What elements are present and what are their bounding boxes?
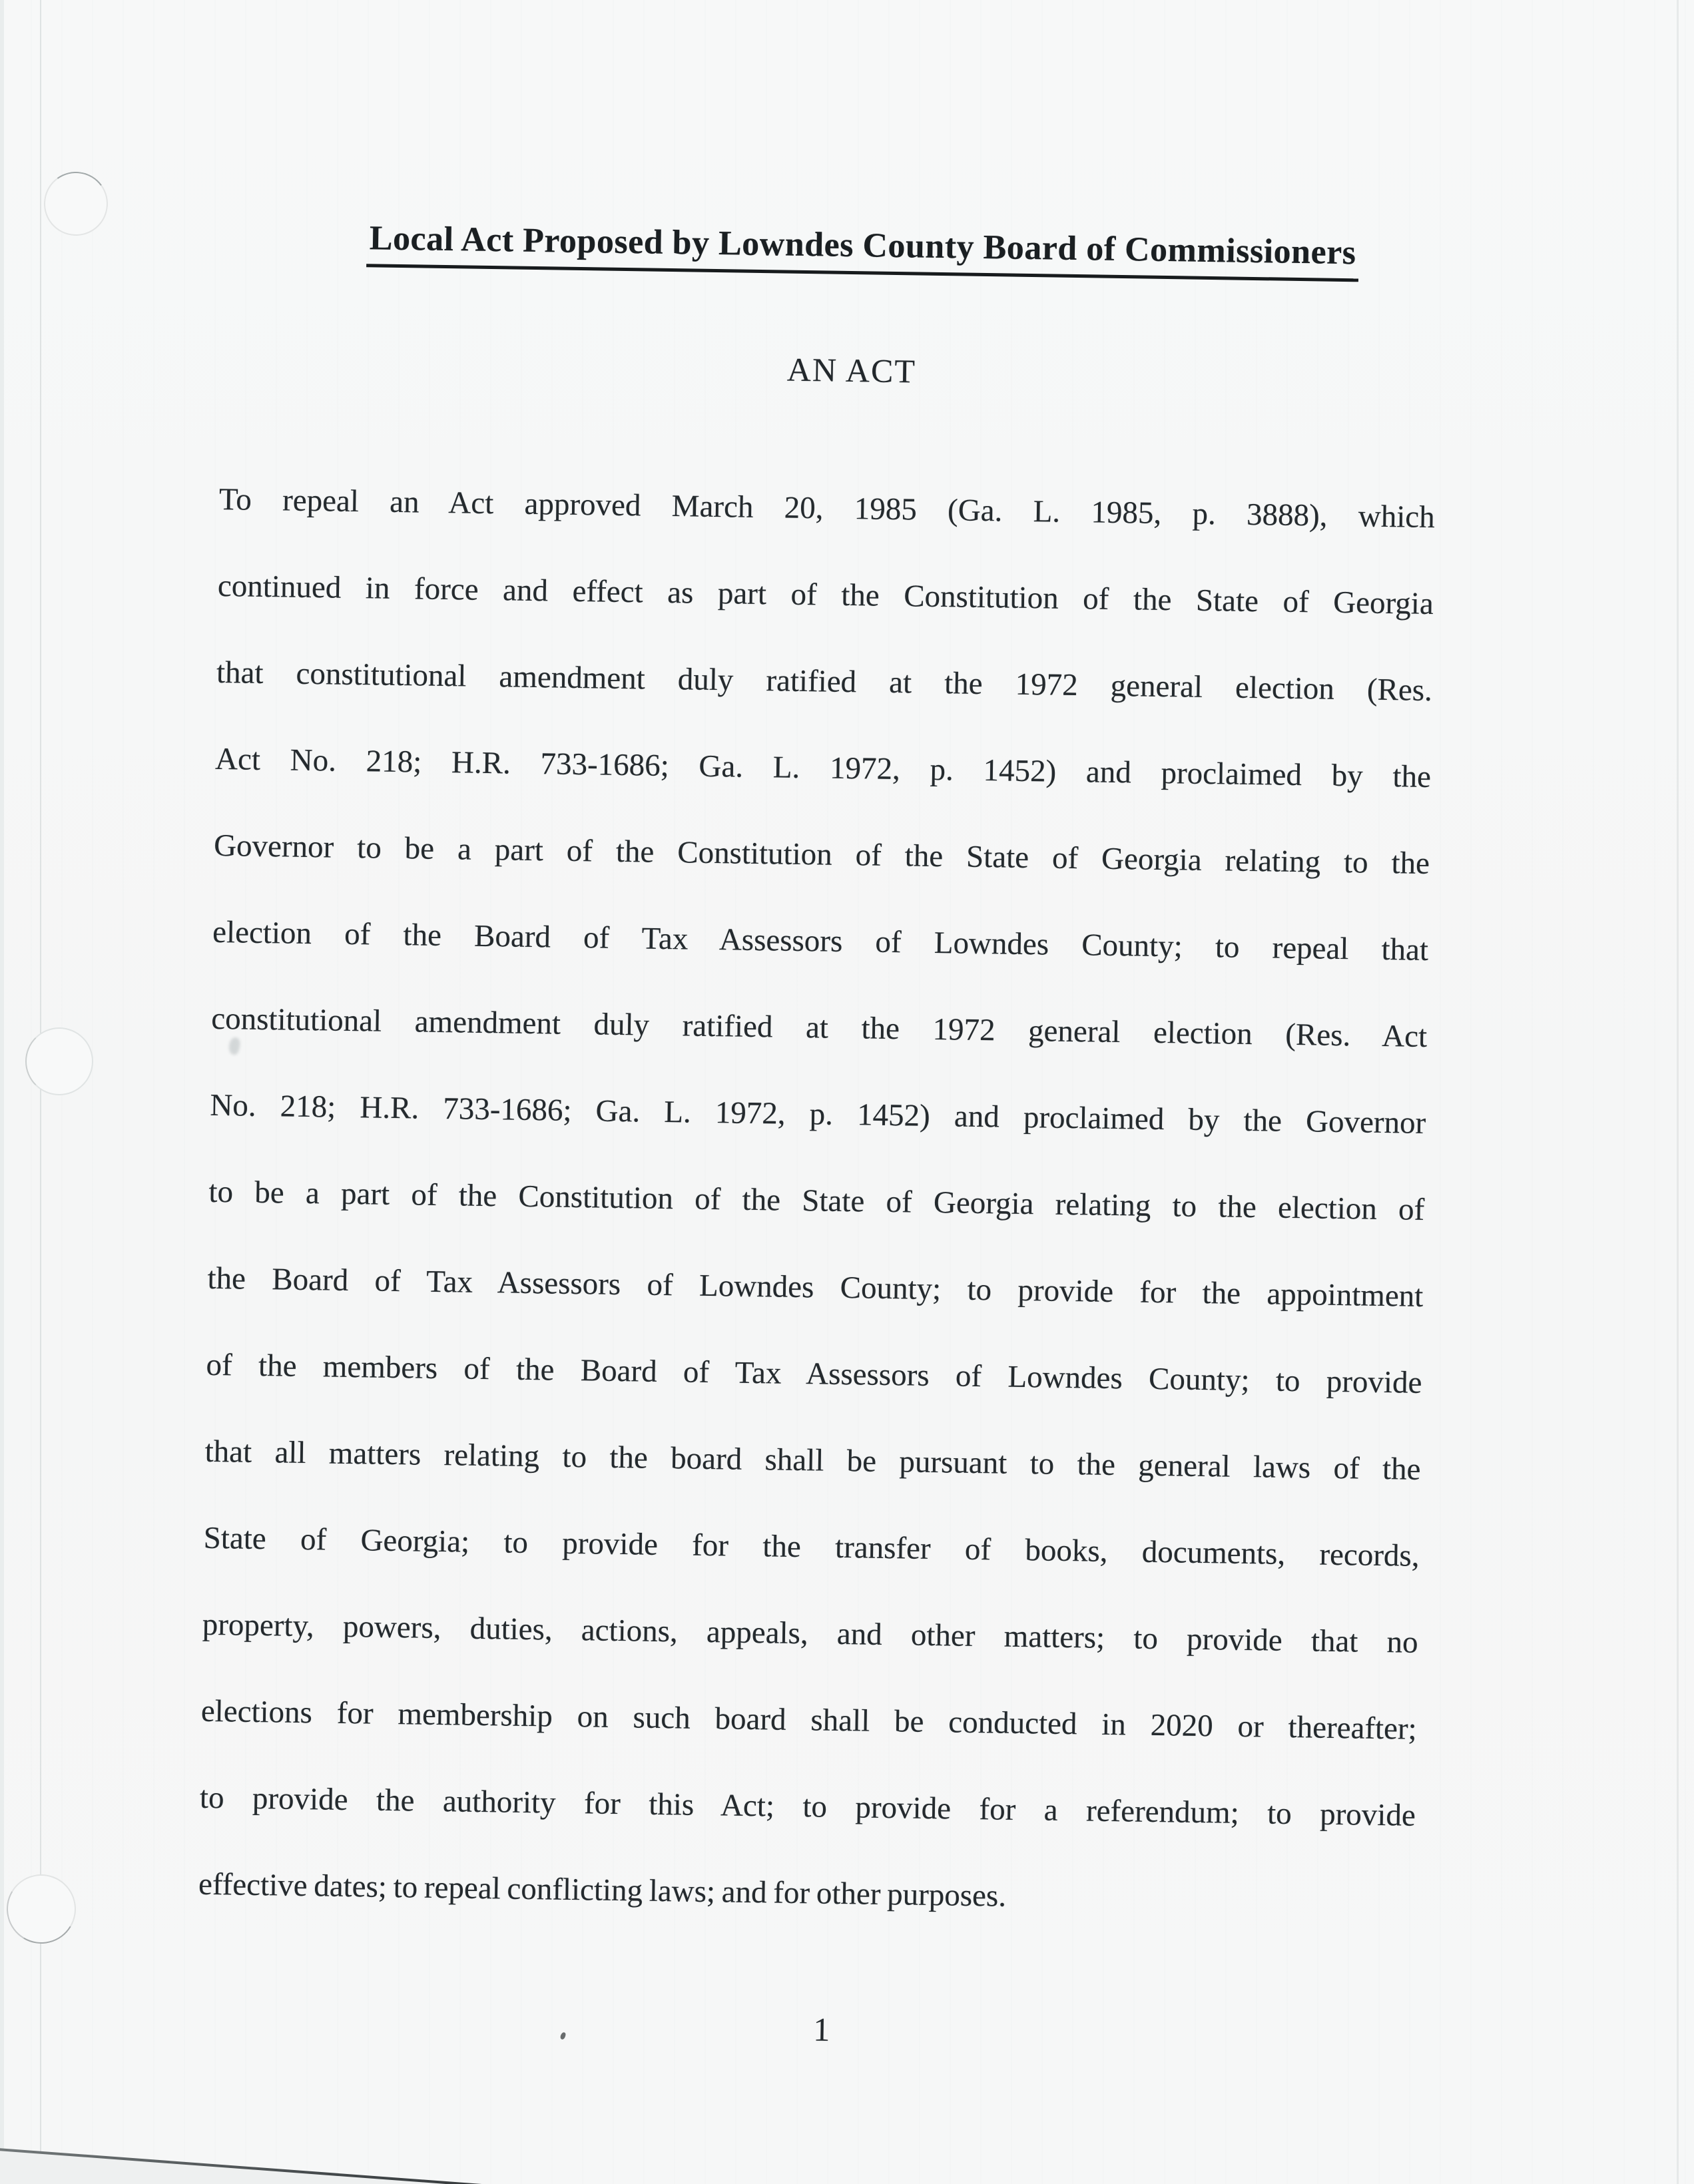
body-line: that all matters relating to the board shall be pursuant to the general laws of the — [204, 1434, 1421, 1487]
document-title — [222, 216, 1471, 274]
body-line: the Board of Tax Assessors of Lowndes County; to provide for the appointment — [207, 1260, 1424, 1314]
body-line: Act No. 218; H.R. 733-1686; Ga. L. 1972, p. 1452) and proclaimed by the — [214, 741, 1432, 795]
act-preamble-paragraph — [198, 456, 1436, 1946]
body-line: that constitutional amendment duly ratified at the 1972 general election (Res. — [216, 655, 1433, 708]
body-line: effective dates; to repeal conflicting laws; and for other purposes. — [198, 1866, 1007, 1914]
body-line: Governor to be a part of the Constitution of the State of Georgia relating to the — [213, 828, 1430, 881]
body-line: property, powers, duties, actions, appeals, and other matters; to provide that no — [202, 1607, 1419, 1660]
body-line: of the members of the Board of Tax Assessors of Lowndes County; to provide — [206, 1347, 1422, 1400]
body-line: State of Georgia; to provide for the transfer of books, documents, records, — [203, 1520, 1420, 1573]
document-title-text: Local Act Proposed by Lowndes County Board of Commissioners — [366, 219, 1359, 282]
page-number: 1 — [813, 2010, 830, 2048]
body-line: No. 218; H.R. 733-1686; Ga. L. 1972, p. 1452) and proclaimed by the Governor — [210, 1087, 1426, 1141]
body-line: constitutional amendment duly ratified at the 1972 general election (Res. Act — [210, 1001, 1428, 1054]
body-line: to be a part of the Constitution of the State of Georgia relating to the election of — [208, 1174, 1425, 1227]
body-line: continued in force and effect as part of the Constitution of the State of Georgia — [217, 568, 1434, 622]
act-heading: AN ACT — [786, 350, 917, 390]
body-line: election of the Board of Tax Assessors of Lowndes County; to repeal that — [212, 914, 1429, 967]
body-line: elections for membership on such board shall be conducted in 2020 or thereafter; — [200, 1693, 1418, 1747]
body-line: to provide the authority for this Act; to provide for a referendum; to provide — [199, 1780, 1416, 1833]
body-line: To repeal an Act approved March 20, 1985 (Ga. L. 1985, p. 3888), which — [218, 481, 1436, 535]
